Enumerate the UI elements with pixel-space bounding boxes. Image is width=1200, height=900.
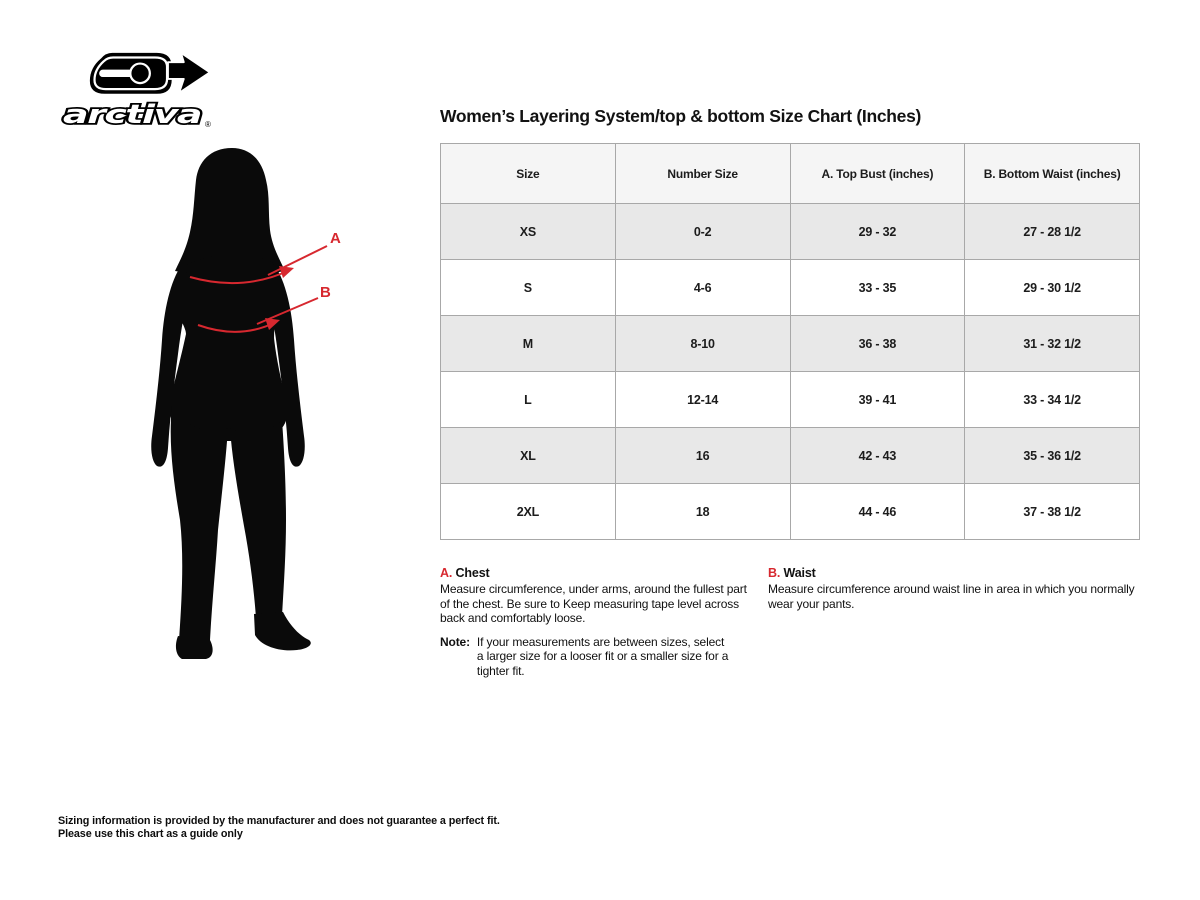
measurement-diagram — [128, 148, 363, 668]
chest-heading-prefix: A. — [440, 566, 453, 580]
waist-heading — [768, 566, 1150, 580]
cell-bust: 29 - 32 — [790, 204, 965, 260]
size-chart-table — [440, 143, 1140, 540]
label-b: B — [320, 284, 331, 301]
cell-bust: 39 - 41 — [790, 372, 965, 428]
cell-size: S — [441, 260, 616, 316]
cell-number: 4-6 — [615, 260, 790, 316]
silhouette-body — [151, 148, 311, 659]
table-row — [441, 428, 1140, 484]
column-header-bottom-waist: B. Bottom Waist (inches) — [965, 144, 1140, 204]
waist-description — [768, 566, 1150, 611]
cell-number: 12-14 — [615, 372, 790, 428]
arctiva-logo — [60, 45, 212, 133]
footer-disclaimer — [58, 815, 500, 840]
registered-mark: ® — [205, 120, 211, 129]
waist-heading-label: Waist — [783, 566, 816, 580]
table-row — [441, 484, 1140, 540]
cell-bust: 42 - 43 — [790, 428, 965, 484]
chest-heading-label: Chest — [455, 566, 490, 580]
cell-number: 16 — [615, 428, 790, 484]
chest-body-text: Measure circumference, under arms, around the fullest part of the chest. Be sure to Keep measuring tape level across back and comfortably loose. — [440, 582, 747, 625]
waist-heading-prefix: B. — [768, 566, 781, 580]
footer-line-1: Sizing information is provided by the manufacturer and does not guarantee a perfect fit. — [58, 815, 500, 827]
arctiva-emblem-icon — [90, 53, 210, 94]
chest-description — [440, 566, 752, 625]
cell-number: 8-10 — [615, 316, 790, 372]
column-header-size: Size — [441, 144, 616, 204]
chest-heading — [440, 566, 752, 580]
note-label: Note: — [440, 635, 470, 649]
column-header-number-size: Number Size — [615, 144, 790, 204]
cell-number: 18 — [615, 484, 790, 540]
cell-waist: 27 - 28 1/2 — [965, 204, 1140, 260]
cell-bust: 44 - 46 — [790, 484, 965, 540]
column-header-top-bust: A. Top Bust (inches) — [790, 144, 965, 204]
table-header-row — [441, 144, 1140, 204]
measure-labels — [320, 230, 341, 301]
cell-waist: 37 - 38 1/2 — [965, 484, 1140, 540]
table-row — [441, 316, 1140, 372]
waist-body-text: Measure circumference around waist line in area in which you normally wear your pants. — [768, 582, 1135, 611]
cell-size: L — [441, 372, 616, 428]
table-row — [441, 260, 1140, 316]
footer-line-2: Please use this chart as a guide only — [58, 827, 243, 840]
cell-number: 0-2 — [615, 204, 790, 260]
arctiva-logo-graphic — [60, 45, 212, 133]
cell-bust: 33 - 35 — [790, 260, 965, 316]
page-title: Women’s Layering System/top & bottom Size Chart (Inches) — [440, 106, 922, 126]
cell-waist: 35 - 36 1/2 — [965, 428, 1140, 484]
cell-size: M — [441, 316, 616, 372]
woman-silhouette — [128, 148, 363, 668]
label-a: A — [330, 230, 341, 247]
cell-waist: 29 - 30 1/2 — [965, 260, 1140, 316]
arrowhead-a — [279, 266, 294, 278]
arctiva-wordmark: arctiva — [63, 100, 201, 130]
cell-waist: 33 - 34 1/2 — [965, 372, 1140, 428]
cell-size: 2XL — [441, 484, 616, 540]
cell-size: XL — [441, 428, 616, 484]
cell-size: XS — [441, 204, 616, 260]
note-body-text: If your measurements are between sizes, select a larger size for a looser fit or a smaller size for a tighter fit. — [476, 635, 729, 678]
table-row — [441, 204, 1140, 260]
table-row — [441, 372, 1140, 428]
cell-bust: 36 - 38 — [790, 316, 965, 372]
cell-waist: 31 - 32 1/2 — [965, 316, 1140, 372]
sizing-note — [440, 635, 740, 678]
